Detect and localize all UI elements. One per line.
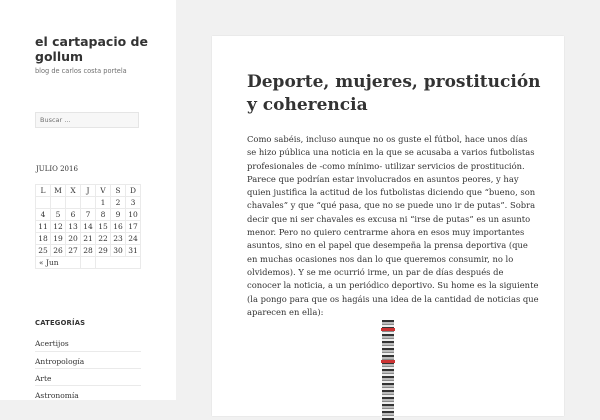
- calendar-day: 23: [111, 233, 126, 245]
- calendar-day: 4: [36, 209, 51, 221]
- calendar-caption: JULIO 2016: [36, 165, 78, 173]
- calendar-day: 7: [81, 209, 96, 221]
- calendar-day: 11: [36, 221, 51, 233]
- categories-list: [35, 334, 141, 402]
- post-title[interactable]: Deporte, mujeres, prostitución y coherencia: [247, 72, 541, 115]
- calendar-week: [36, 245, 141, 257]
- calendar-day: 20: [66, 233, 81, 245]
- categories-heading: CATEGORÍAS: [35, 319, 86, 327]
- weekday: L: [36, 185, 51, 197]
- category-link[interactable]: Arte: [35, 368, 141, 385]
- calendar-day: [51, 197, 66, 209]
- calendar-week: [36, 233, 141, 245]
- calendar-day: 17: [126, 221, 141, 233]
- weekday: S: [111, 185, 126, 197]
- calendar-day: 25: [36, 245, 51, 257]
- calendar-week: [36, 209, 141, 221]
- calendar-week: [36, 197, 141, 209]
- calendar-day: 30: [111, 245, 126, 257]
- weekday: J: [81, 185, 96, 197]
- calendar-day: 26: [51, 245, 66, 257]
- calendar-day: 18: [36, 233, 51, 245]
- calendar-day: 24: [126, 233, 141, 245]
- category-link[interactable]: Antropología: [35, 351, 141, 368]
- calendar-day: [36, 197, 51, 209]
- calendar-day: 1: [96, 197, 111, 209]
- calendar-nav: [36, 257, 141, 269]
- calendar-day: 8: [96, 209, 111, 221]
- post-article: [212, 36, 564, 416]
- weekday: M: [51, 185, 66, 197]
- search-input[interactable]: [35, 112, 139, 128]
- weekday: V: [96, 185, 111, 197]
- calendar-day: 31: [126, 245, 141, 257]
- calendar: [35, 184, 141, 269]
- site-title[interactable]: el cartapacio de gollum: [35, 34, 148, 64]
- calendar-day: 10: [126, 209, 141, 221]
- calendar-day: 19: [51, 233, 66, 245]
- calendar-day: [81, 197, 96, 209]
- calendar-day: 29: [96, 245, 111, 257]
- calendar-day: 2: [111, 197, 126, 209]
- calendar-day: 5: [51, 209, 66, 221]
- sidebar: [0, 0, 176, 400]
- calendar-pad: [81, 257, 96, 269]
- category-link[interactable]: Astronomía: [35, 385, 141, 402]
- weekday: D: [126, 185, 141, 197]
- calendar-next-month: [96, 257, 141, 269]
- category-link[interactable]: Acertijos: [35, 339, 69, 348]
- calendar-day: 21: [81, 233, 96, 245]
- calendar-day: 3: [126, 197, 141, 209]
- calendar-day: 13: [66, 221, 81, 233]
- calendar-day: 16: [111, 221, 126, 233]
- calendar-day: 12: [51, 221, 66, 233]
- weekday: X: [66, 185, 81, 197]
- calendar-day: 9: [111, 209, 126, 221]
- calendar-weekdays: [36, 185, 141, 197]
- calendar-day: [66, 197, 81, 209]
- calendar-day: 27: [66, 245, 81, 257]
- calendar-day: 15: [96, 221, 111, 233]
- calendar-week: [36, 221, 141, 233]
- calendar-day: 6: [66, 209, 81, 221]
- calendar-day: 22: [96, 233, 111, 245]
- post-image-thumbnail[interactable]: [382, 320, 394, 420]
- calendar-day: 14: [81, 221, 96, 233]
- post-body: Como sabéis, incluso aunque no os guste el fútbol, hace unos días se hizo pública una noticia en la que se acusaba a varios futbolistas profesionales de -como mínimo- utilizar servicios de prostitución. Parece que podrían estar involucrados en asuntos peores, y hay quien justifica la actitud de los futbolistas diciendo que “bueno, son chavales” y que “qué pasa, que no se puede uno ir de putas”. Sobra decir que ni ser chavales es excusa ni “irse de putas” es un asunto menor. Pero no quiero centrarme ahora en esos muy importantes asuntos, sino en el papel que desempeña la prensa deportiva (que en muchas ocasiones nos dan lo que queremos consumir, no lo olvidemos). Y se me ocurrió irme, un par de días después de conocer la noticia, a un periódico deportivo. Su home es la siguiente (la pongo para que os hagáis una idea de la cantidad de noticias que aparecen en ella):: [247, 134, 539, 317]
- calendar-prev-month-link[interactable]: « Jun: [36, 257, 81, 269]
- site-description: blog de carlos costa portela: [35, 67, 127, 75]
- calendar-day: 28: [81, 245, 96, 257]
